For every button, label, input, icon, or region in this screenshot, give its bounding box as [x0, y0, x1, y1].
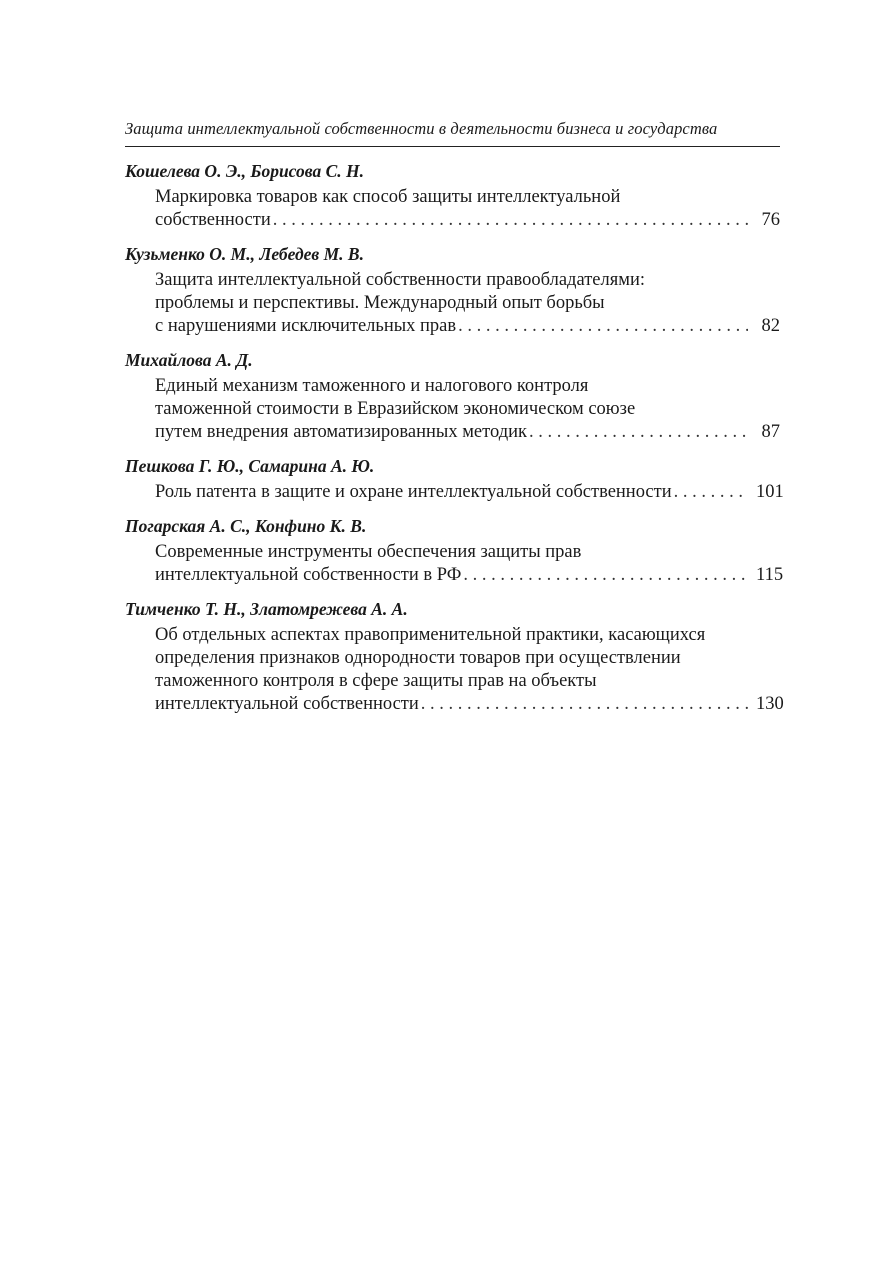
- title-last-line: [155, 315, 780, 338]
- entry-title: [125, 269, 780, 338]
- title-line: путем внедрения автоматизированных методик: [155, 422, 528, 442]
- toc-entry: [125, 158, 780, 232]
- entry-authors: Михайлова А. Д.: [125, 350, 253, 370]
- toc-entry: [125, 453, 784, 504]
- title-line: собственности: [155, 210, 271, 230]
- entry-authors: Пешкова Г. Ю., Самарина А. Ю.: [125, 456, 375, 476]
- title-line: Защита интеллектуальной собственности правообладателями:: [155, 270, 645, 290]
- title-last-line: [155, 421, 780, 444]
- page-number[interactable]: 101: [756, 482, 784, 502]
- toc-entry: [125, 513, 784, 587]
- entry-authors: Кошелева О. Э., Борисова С. Н.: [125, 161, 365, 181]
- title-last-line: [155, 693, 784, 716]
- entry-authors: Погарская А. С., Конфино К. В.: [125, 516, 367, 536]
- title-line: таможенного контроля в сфере защиты прав на объекты: [155, 671, 597, 691]
- entry-authors: Тимченко Т. Н., Златомрежева А. А.: [125, 599, 408, 619]
- page-number[interactable]: 82: [761, 316, 780, 336]
- dot-leader: [273, 209, 748, 232]
- title-line: таможенной стоимости в Евразийском экономическом союзе: [155, 399, 636, 419]
- page-number[interactable]: 76: [761, 210, 780, 230]
- title-line: определения признаков однородности товаров при осуществлении: [155, 648, 681, 668]
- dot-leader: [463, 564, 748, 587]
- entry-title: [125, 624, 784, 716]
- title-last-line: [155, 481, 784, 504]
- entry-title: [125, 375, 780, 444]
- entry-title: [125, 481, 784, 504]
- title-line: Единый механизм таможенного и налогового контроля: [155, 376, 589, 396]
- title-line: Роль патента в защите и охране интеллектуальной собственности: [155, 482, 672, 502]
- title-line: Об отдельных аспектах правоприменительной практики, касающихся: [155, 625, 706, 645]
- dot-leader: [529, 421, 748, 444]
- title-line: проблемы и перспективы. Международный опыт борьбы: [155, 293, 605, 313]
- entry-title: [125, 186, 780, 232]
- dot-leader: [421, 693, 748, 716]
- toc-entry: [125, 241, 780, 338]
- running-head: Защита интеллектуальной собственности в деятельности бизнеса и государства: [125, 119, 718, 138]
- title-line: Современные инструменты обеспечения защиты прав: [155, 542, 582, 562]
- header-rule: [125, 146, 780, 147]
- toc-entry: [125, 347, 780, 444]
- table-of-contents: [125, 158, 784, 725]
- page-number[interactable]: 87: [761, 422, 780, 442]
- toc-entry: [125, 596, 784, 716]
- title-line: с нарушениями исключительных прав: [155, 316, 457, 336]
- title-line: Маркировка товаров как способ защиты интеллектуальной: [155, 187, 621, 207]
- page-number[interactable]: 115: [756, 565, 784, 585]
- title-last-line: [155, 209, 780, 232]
- title-line: интеллектуальной собственности в РФ: [155, 565, 462, 585]
- entry-title: [125, 541, 784, 587]
- entry-authors: Кузьменко О. М., Лебедев М. В.: [125, 244, 364, 264]
- dot-leader: [674, 481, 748, 504]
- title-last-line: [155, 564, 784, 587]
- title-line: интеллектуальной собственности: [155, 694, 419, 714]
- page-number[interactable]: 130: [756, 694, 784, 714]
- dot-leader: [458, 315, 748, 338]
